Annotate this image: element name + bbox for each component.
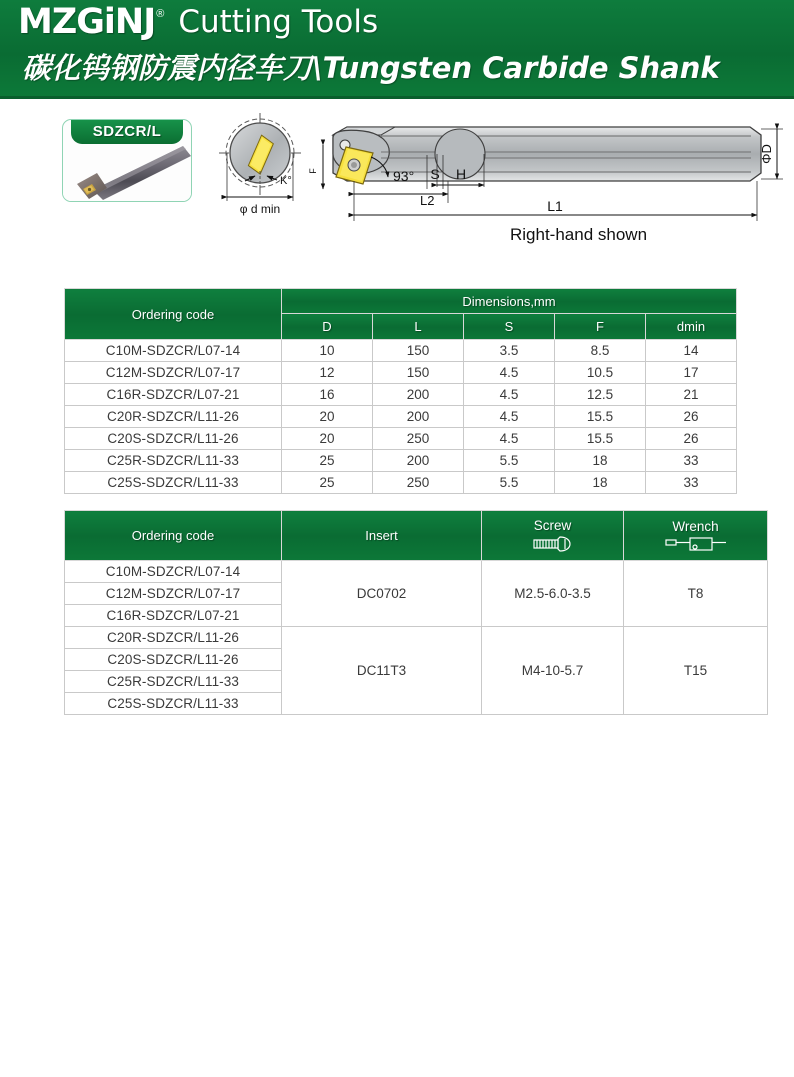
s-dimension-label: S	[430, 166, 440, 182]
header-dimensions-group: Dimensions,mm	[282, 289, 737, 314]
angle-93-label: 93°	[393, 168, 415, 184]
header-col-dmin: dmin	[646, 314, 737, 340]
cell-ordering-code: C16R-SDZCR/L07-21	[65, 384, 282, 406]
phi-d-dimension-label: ΦD	[759, 144, 774, 164]
cell-F: 10.5	[555, 362, 646, 384]
header-screw-label: Screw	[533, 517, 572, 533]
cell-ordering-code: C16R-SDZCR/L07-21	[65, 605, 282, 627]
cell-screw: M2.5-6.0-3.5	[482, 561, 624, 627]
cell-ordering-code: C25R-SDZCR/L11-33	[65, 671, 282, 693]
cell-S: 4.5	[464, 428, 555, 450]
cell-F: 18	[555, 450, 646, 472]
cell-S: 5.5	[464, 472, 555, 494]
cell-S: 3.5	[464, 340, 555, 362]
cell-ordering-code: C20R-SDZCR/L11-26	[65, 406, 282, 428]
cell-ordering-code: C25R-SDZCR/L11-33	[65, 450, 282, 472]
product-photo	[63, 144, 191, 201]
cell-F: 8.5	[555, 340, 646, 362]
table-row	[65, 561, 768, 583]
header-wrench	[624, 511, 768, 561]
accessories-table-head	[65, 511, 768, 561]
product-photo-card	[62, 119, 192, 202]
logo-tagline: Cutting Tools	[178, 4, 379, 40]
cell-D: 20	[282, 428, 373, 450]
cell-ordering-code: C10M-SDZCR/L07-14	[65, 561, 282, 583]
f-dimension-label: F	[308, 168, 318, 174]
product-photo-image	[63, 144, 191, 201]
dimensions-table-body	[65, 340, 737, 494]
drawing-caption: Right-hand shown	[510, 225, 648, 244]
dmin-dimension-label: φ d min	[239, 202, 281, 216]
cell-dmin: 26	[646, 428, 737, 450]
table-row	[65, 362, 737, 384]
cell-ordering-code: C12M-SDZCR/L07-17	[65, 583, 282, 605]
side-view-diagram	[308, 127, 783, 221]
technical-drawing	[205, 105, 790, 260]
accessories-header-row	[65, 511, 768, 561]
cell-dmin: 33	[646, 472, 737, 494]
table-row	[65, 384, 737, 406]
angle-k-label: K°	[280, 175, 292, 187]
cell-dmin: 14	[646, 340, 737, 362]
figure-panel	[0, 105, 794, 265]
cell-D: 16	[282, 384, 373, 406]
header-screw	[482, 511, 624, 561]
cell-L: 250	[373, 428, 464, 450]
cell-dmin: 26	[646, 406, 737, 428]
header-col-D: D	[282, 314, 373, 340]
header-col-F: F	[555, 314, 646, 340]
cell-D: 12	[282, 362, 373, 384]
cell-F: 15.5	[555, 406, 646, 428]
table-row	[65, 428, 737, 450]
wrench-icon	[664, 535, 728, 553]
table-row	[65, 406, 737, 428]
table-row	[65, 627, 768, 649]
header-col-S: S	[464, 314, 555, 340]
accessories-table-body	[65, 561, 768, 715]
cell-D: 10	[282, 340, 373, 362]
header-insert: Insert	[282, 511, 482, 561]
cell-ordering-code: C25S-SDZCR/L11-33	[65, 693, 282, 715]
cell-F: 18	[555, 472, 646, 494]
cell-L: 150	[373, 362, 464, 384]
dimensions-table-head	[65, 289, 737, 340]
cell-F: 12.5	[555, 384, 646, 406]
cell-D: 25	[282, 450, 373, 472]
header-wrench-label: Wrench	[672, 518, 719, 534]
table-row	[65, 472, 737, 494]
cell-insert: DC0702	[282, 561, 482, 627]
cell-S: 4.5	[464, 362, 555, 384]
end-view-diagram	[219, 113, 301, 216]
cell-ordering-code: C20S-SDZCR/L11-26	[65, 649, 282, 671]
page-header-banner	[0, 0, 794, 99]
cell-L: 150	[373, 340, 464, 362]
cell-ordering-code: C20S-SDZCR/L11-26	[65, 428, 282, 450]
logo-wordmark: MZGiNJ	[18, 2, 156, 42]
cell-ordering-code: C12M-SDZCR/L07-17	[65, 362, 282, 384]
dimensions-header-row-1	[65, 289, 737, 314]
cell-ordering-code: C25S-SDZCR/L11-33	[65, 472, 282, 494]
cell-screw: M4-10-5.7	[482, 627, 624, 715]
cell-D: 20	[282, 406, 373, 428]
cell-dmin: 33	[646, 450, 737, 472]
banner-subtitle	[22, 46, 720, 87]
cell-wrench: T8	[624, 561, 768, 627]
header-ordering-code-2: Ordering code	[65, 511, 282, 561]
cell-D: 25	[282, 472, 373, 494]
product-series-badge: SDZCR/L	[71, 120, 183, 144]
cell-ordering-code: C10M-SDZCR/L07-14	[65, 340, 282, 362]
cell-L: 200	[373, 406, 464, 428]
header-col-L: L	[373, 314, 464, 340]
cell-S: 4.5	[464, 406, 555, 428]
cell-dmin: 21	[646, 384, 737, 406]
l1-dimension-label: L1	[547, 198, 563, 214]
brand-logo	[18, 2, 378, 42]
l2-dimension-label: L2	[420, 193, 435, 208]
registered-trademark-icon: ®	[156, 8, 165, 20]
dimensions-table	[64, 288, 737, 494]
table-row	[65, 450, 737, 472]
banner-subtitle-cn: 碳化钨钢防震内径车刀\	[22, 51, 323, 85]
cell-ordering-code: C20R-SDZCR/L11-26	[65, 627, 282, 649]
header-ordering-code: Ordering code	[65, 289, 282, 340]
accessories-table	[64, 510, 768, 715]
cell-insert: DC11T3	[282, 627, 482, 715]
banner-subtitle-en: Tungsten Carbide Shank	[322, 51, 720, 85]
h-dimension-label: H	[455, 166, 467, 182]
cell-S: 4.5	[464, 384, 555, 406]
cell-L: 200	[373, 384, 464, 406]
cell-S: 5.5	[464, 450, 555, 472]
cell-L: 200	[373, 450, 464, 472]
technical-drawing-svg	[205, 105, 790, 255]
cell-dmin: 17	[646, 362, 737, 384]
screw-icon	[530, 534, 576, 554]
cell-wrench: T15	[624, 627, 768, 715]
cell-F: 15.5	[555, 428, 646, 450]
cell-L: 250	[373, 472, 464, 494]
table-row	[65, 340, 737, 362]
